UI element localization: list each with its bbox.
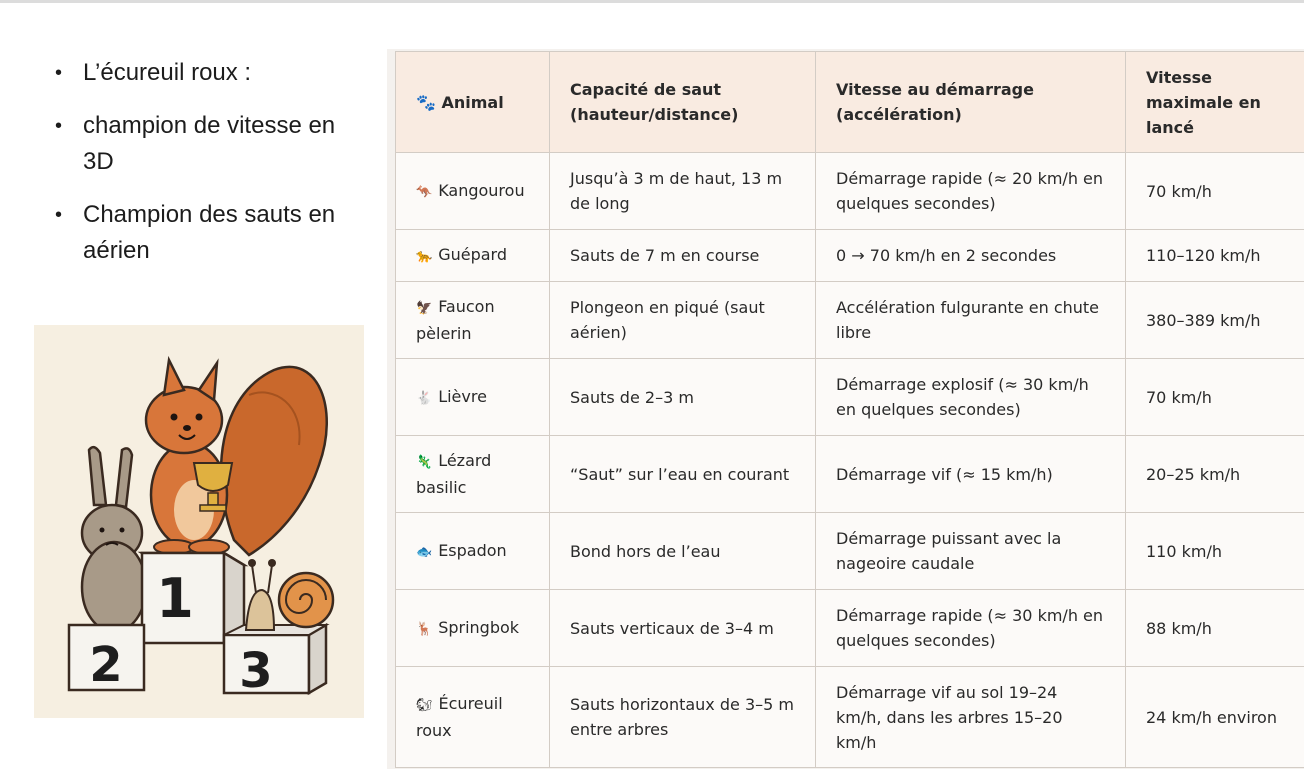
cell-max-speed: 70 km/h: [1126, 359, 1304, 436]
comparison-table-panel: [387, 49, 1304, 769]
kangaroo-icon: 🦘: [416, 184, 433, 200]
table-header-row: [396, 52, 1304, 153]
cell-animal: 🦎 Lézard basilic: [396, 436, 550, 513]
header-jump: Capacité de saut (hauteur/distance): [550, 52, 816, 153]
lizard-icon: 🦎: [416, 455, 433, 470]
rabbit: [82, 447, 146, 632]
cell-start-speed: Démarrage vif au sol 19–24 km/h, dans les arbres 15–20 km/h: [816, 667, 1126, 768]
cell-start-speed: Démarrage rapide (≈ 30 km/h en quelques secondes): [816, 590, 1126, 667]
snail: [246, 559, 333, 630]
cell-animal: 🦘 Kangourou: [396, 153, 550, 230]
cell-jump: Plongeon en piqué (saut aérien): [550, 282, 816, 359]
header-animal: 🐾 Animal: [396, 52, 550, 153]
fish-icon: 🐟: [416, 544, 433, 560]
cell-max-speed: 110–120 km/h: [1126, 230, 1304, 282]
header-max-speed: Vitesse maximale en lancé: [1126, 52, 1304, 153]
springbok-icon: 🦌: [416, 621, 433, 637]
animal-comparison-table: [395, 51, 1304, 768]
squirrel-tail: [221, 367, 327, 555]
hare-icon: 🐇: [416, 390, 433, 406]
cell-jump: “Saut” sur l’eau en courant: [550, 436, 816, 513]
bullet-list: [55, 55, 355, 286]
cell-max-speed: 70 km/h: [1126, 153, 1304, 230]
cell-start-speed: Démarrage rapide (≈ 20 km/h en quelques secondes): [816, 153, 1126, 230]
squirrel: [146, 360, 229, 554]
table-row: [396, 359, 1304, 436]
cell-jump: Sauts de 2–3 m: [550, 359, 816, 436]
cell-animal: 🐟 Espadon: [396, 513, 550, 590]
podium-illustration: [34, 325, 364, 718]
cell-jump: Sauts de 7 m en course: [550, 230, 816, 282]
cell-max-speed: 380–389 km/h: [1126, 282, 1304, 359]
cell-max-speed: 24 km/h environ: [1126, 667, 1304, 768]
table-row: [396, 590, 1304, 667]
table-row: [396, 667, 1304, 768]
cell-animal: 🦌 Springbok: [396, 590, 550, 667]
cell-start-speed: Démarrage puissant avec la nageoire caudale: [816, 513, 1126, 590]
podium-number-2: 2: [89, 637, 123, 693]
header-start-speed: Vitesse au démarrage (accélération): [816, 52, 1126, 153]
table-row: [396, 513, 1304, 590]
cell-jump: Sauts verticaux de 3–4 m: [550, 590, 816, 667]
table-row: [396, 436, 1304, 513]
bullet-item: • champion de vitesse en 3D: [55, 108, 355, 180]
podium-number-1: 1: [156, 567, 194, 630]
falcon-icon: 🦅: [416, 301, 433, 316]
bullet-item: • Champion des sauts en aérien: [55, 197, 355, 269]
bullet-item: • L’écureuil roux :: [55, 55, 355, 91]
cell-animal: 🐆 Guépard: [396, 230, 550, 282]
table-row: [396, 282, 1304, 359]
table-row: [396, 230, 1304, 282]
cell-jump: Bond hors de l’eau: [550, 513, 816, 590]
cell-start-speed: Démarrage vif (≈ 15 km/h): [816, 436, 1126, 513]
top-divider: [0, 0, 1304, 3]
cell-max-speed: 88 km/h: [1126, 590, 1304, 667]
cell-animal: 🐇 Lièvre: [396, 359, 550, 436]
cell-max-speed: 20–25 km/h: [1126, 436, 1304, 513]
cell-jump: Sauts horizontaux de 3–5 m entre arbres: [550, 667, 816, 768]
cell-jump: Jusqu’à 3 m de haut, 13 m de long: [550, 153, 816, 230]
table-row: [396, 153, 1304, 230]
squirrel-icon: 🐿: [416, 698, 433, 713]
cheetah-icon: 🐆: [416, 249, 433, 264]
cell-animal: 🐿 Écureuil roux: [396, 667, 550, 768]
cell-max-speed: 110 km/h: [1126, 513, 1304, 590]
cell-animal: 🦅 Faucon pèlerin: [396, 282, 550, 359]
cell-start-speed: Accélération fulgurante en chute libre: [816, 282, 1126, 359]
cell-start-speed: Démarrage explosif (≈ 30 km/h en quelques secondes): [816, 359, 1126, 436]
cell-start-speed: 0 → 70 km/h en 2 secondes: [816, 230, 1126, 282]
podium-number-3: 3: [239, 643, 273, 699]
